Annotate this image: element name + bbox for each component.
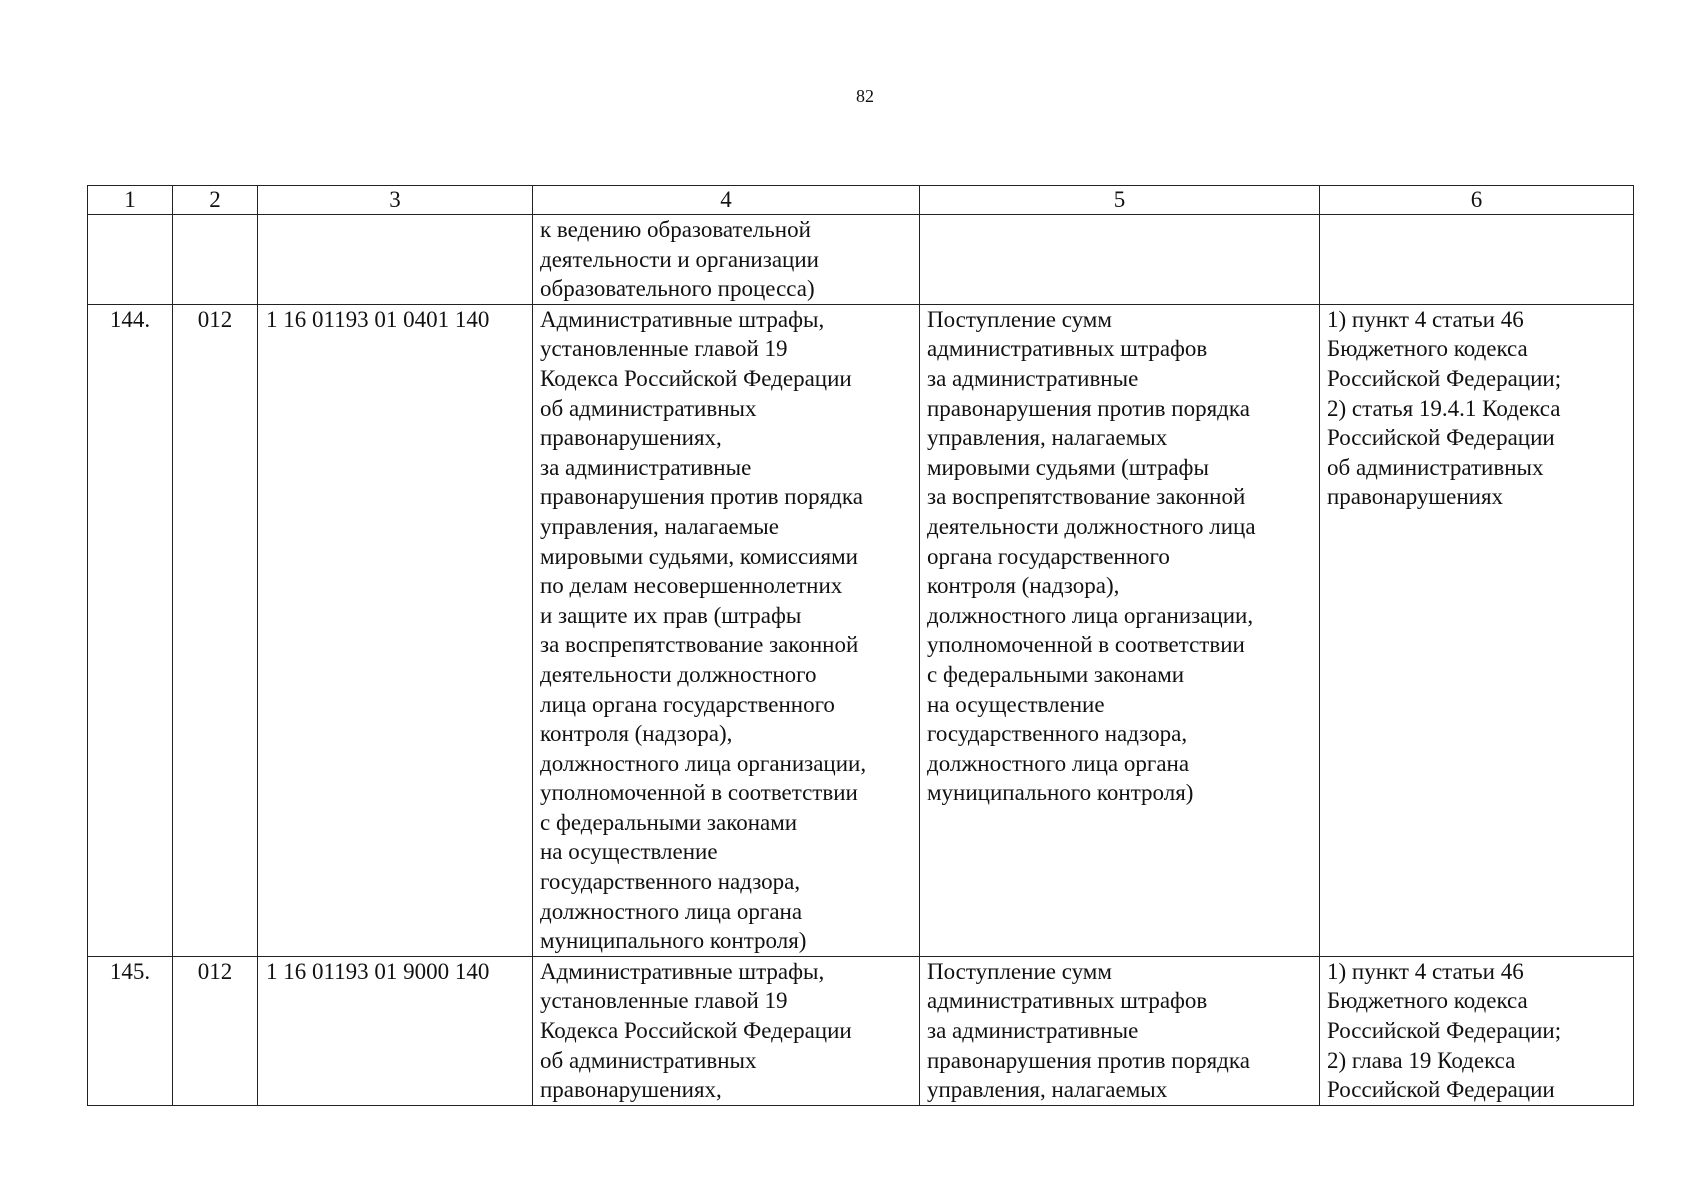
table-row-144 [88,304,1634,956]
header-col-2: 2 [173,186,258,215]
row-number [88,215,173,305]
header-col-1: 1 [88,186,173,215]
legal-basis: 1) пункт 4 статьи 46 Бюджетного кодекса Российской Федерации; 2) глава 19 Кодекса Российской Федерации [1320,956,1634,1105]
revenue-name: к ведению образовательной деятельности и организации образовательного процесса) [533,215,920,305]
legal-basis: 1) пункт 4 статьи 46 Бюджетного кодекса Российской Федерации; 2) статья 19.4.1 Кодекса Российской Федерации об административных правонарушениях [1320,304,1634,956]
budget-code-table [87,185,1634,1106]
revenue-description [920,215,1320,305]
admin-code: 012 [173,956,258,1105]
revenue-description: Поступление сумм административных штрафов за административные правонарушения против порядка управления, налагаемых [920,956,1320,1105]
header-row [88,186,1634,215]
header-col-6: 6 [1320,186,1634,215]
revenue-name: Административные штрафы, установленные главой 19 Кодекса Российской Федерации об административных правонарушениях, [533,956,920,1105]
table-row-145 [88,956,1634,1105]
page-number: 82 [856,86,874,106]
budget-classification-code: 1 16 01193 01 9000 140 [258,956,533,1105]
budget-classification-code [258,215,533,305]
admin-code: 012 [173,304,258,956]
budget-classification-code: 1 16 01193 01 0401 140 [258,304,533,956]
row-number: 145. [88,956,173,1105]
revenue-description: Поступление сумм административных штрафов за административные правонарушения против порядка управления, налагаемых мировыми судьями (штрафы за воспрепятствование законной деятельности должностного лица органа государственного контроля (надзора), должностного лица организации, уполномоченной в соответствии с федеральными законами на осуществление государственного надзора, должностного лица органа муниципального контроля) [920,304,1320,956]
header-col-5: 5 [920,186,1320,215]
header-col-4: 4 [533,186,920,215]
header-col-3: 3 [258,186,533,215]
table-row-continuation [88,215,1634,305]
admin-code [173,215,258,305]
revenue-name: Административные штрафы, установленные главой 19 Кодекса Российской Федерации об административных правонарушениях, за административные правонарушения против порядка управления, налагаемые мировыми судьями, комиссиями по делам несовершеннолетних и защите их прав (штрафы за воспрепятствование законной деятельности должностного лица органа государственного контроля (надзора), должностного лица организации, уполномоченной в соответствии с федеральными законами на осуществление государственного надзора, должностного лица органа муниципального контроля) [533,304,920,956]
legal-basis [1320,215,1634,305]
row-number: 144. [88,304,173,956]
